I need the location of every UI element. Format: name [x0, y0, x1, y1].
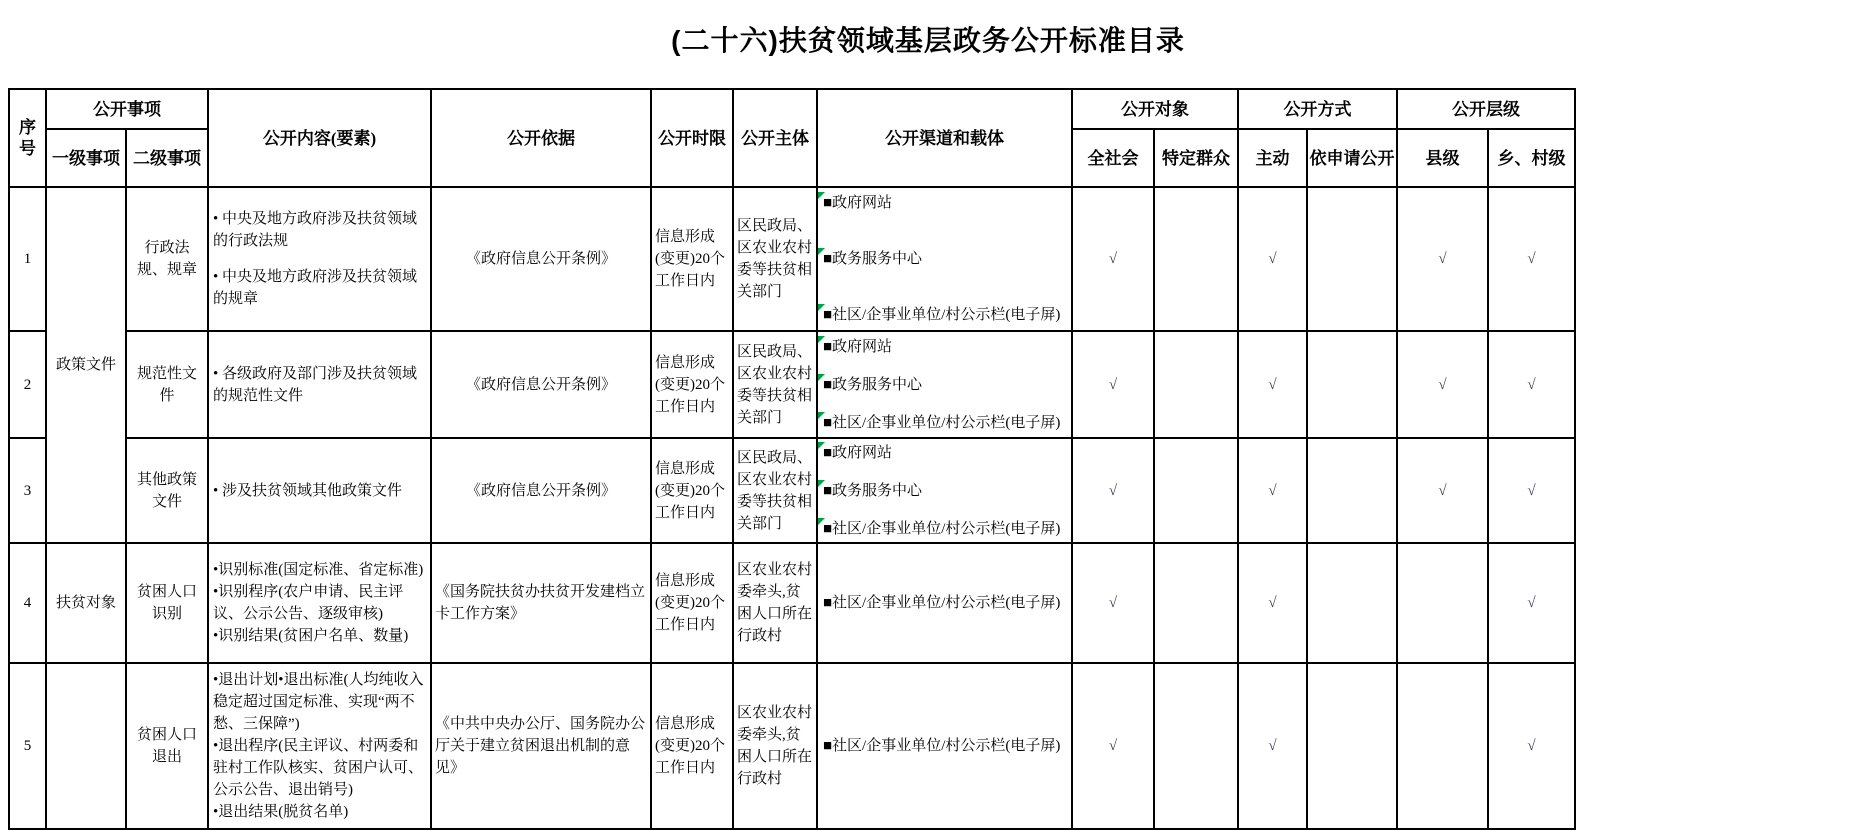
cell-no: 1	[9, 187, 46, 331]
cell-basis: 《政府信息公开条例》	[431, 331, 651, 438]
header-row-groups	[9, 89, 1575, 129]
green-corner-flag	[818, 304, 825, 311]
cell-check-specific	[1154, 187, 1238, 331]
cell-check-on-request	[1307, 331, 1397, 438]
header-no: 序号	[9, 89, 46, 187]
cell-check-county	[1397, 543, 1488, 663]
cell-check-all-society: √	[1072, 187, 1154, 331]
cell-no: 4	[9, 543, 46, 663]
channel-line: ■社区/企事业单位/村公示栏(电子屏)	[821, 518, 1068, 540]
cell-subject: 区民政局、区农业农村委等扶贫相关部门	[733, 187, 817, 331]
header-level-group: 公开层级	[1397, 89, 1575, 129]
cell-check-specific	[1154, 543, 1238, 663]
cell-subject: 区农业农村委牵头,贫困人口所在行政村	[733, 663, 817, 829]
channel-line: ■政务服务中心	[821, 480, 1068, 502]
header-level2: 二级事项	[126, 129, 208, 187]
standards-table	[8, 88, 1576, 830]
cell-check-specific	[1154, 663, 1238, 829]
cell-level1-policy: 政策文件	[46, 187, 126, 543]
cell-channels	[817, 663, 1072, 829]
cell-time-limit: 信息形成(变更)20个工作日内	[651, 663, 733, 829]
cell-check-all-society: √	[1072, 331, 1154, 438]
cell-subject: 区民政局、区农业农村委等扶贫相关部门	[733, 331, 817, 438]
content-bullet: •退出结果(脱贫名单)	[213, 804, 349, 820]
cell-level1-empty	[46, 663, 126, 829]
cell-level2: 规范性文件	[126, 331, 208, 438]
cell-level2: 贫困人口退出	[126, 663, 208, 829]
content-bullet: • 各级政府及部门涉及扶贫领域的规范性文件	[213, 365, 418, 404]
header-matters-group: 公开事项	[46, 89, 208, 129]
cell-channels	[817, 438, 1072, 543]
table-row-2	[9, 331, 1575, 438]
cell-channels	[817, 187, 1072, 331]
cell-check-township: √	[1488, 663, 1575, 829]
cell-check-on-request	[1307, 438, 1397, 543]
green-corner-flag	[818, 518, 825, 525]
channel-line: ■政务服务中心	[821, 248, 1068, 270]
cell-check-county	[1397, 663, 1488, 829]
header-basis: 公开依据	[431, 89, 651, 187]
header-content: 公开内容(要素)	[208, 89, 431, 187]
cell-basis: 《政府信息公开条例》	[431, 187, 651, 331]
channel-line: ■政府网站	[821, 336, 1068, 358]
cell-content	[208, 543, 431, 663]
header-specific-groups: 特定群众	[1154, 129, 1238, 187]
channel-line: ■社区/企事业单位/村公示栏(电子屏)	[821, 304, 1068, 326]
cell-channels	[817, 331, 1072, 438]
content-bullet: •退出程序(民主评议、村两委和驻村工作队核实、贫困户认可、公示公告、退出销号)	[213, 738, 424, 798]
table-row-4	[9, 543, 1575, 663]
cell-check-on-request	[1307, 543, 1397, 663]
cell-no: 3	[9, 438, 46, 543]
cell-time-limit: 信息形成(变更)20个工作日内	[651, 543, 733, 663]
green-corner-flag	[818, 192, 825, 199]
cell-check-all-society: √	[1072, 438, 1154, 543]
cell-check-county: √	[1397, 438, 1488, 543]
cell-subject: 区民政局、区农业农村委等扶贫相关部门	[733, 438, 817, 543]
cell-check-active: √	[1238, 543, 1307, 663]
header-target-group: 公开对象	[1072, 89, 1238, 129]
header-method-group: 公开方式	[1238, 89, 1397, 129]
cell-no: 5	[9, 663, 46, 829]
cell-content	[208, 438, 431, 543]
page-title: (二十六)扶贫领域基层政务公开标准目录	[671, 25, 1185, 56]
cell-level2: 其他政策文件	[126, 438, 208, 543]
header-level1: 一级事项	[46, 129, 126, 187]
cell-check-all-society: √	[1072, 543, 1154, 663]
cell-basis: 《政府信息公开条例》	[431, 438, 651, 543]
cell-content	[208, 187, 431, 331]
cell-check-active: √	[1238, 663, 1307, 829]
green-corner-flag	[818, 480, 825, 487]
header-channels: 公开渠道和载体	[817, 89, 1072, 187]
content-bullet: •退出计划•退出标准(人均纯收入稳定超过国定标准、实现“两不愁、三保障”)	[213, 672, 424, 732]
content-bullet: •识别结果(贫困户名单、数量)	[213, 628, 409, 644]
channel-line: ■社区/企事业单位/村公示栏(电子屏)	[823, 595, 1061, 611]
cell-subject: 区农业农村委牵头,贫困人口所在行政村	[733, 543, 817, 663]
channel-line: ■政务服务中心	[821, 374, 1068, 396]
cell-level1-target: 扶贫对象	[46, 543, 126, 663]
channel-line: ■政府网站	[821, 192, 1068, 214]
cell-check-specific	[1154, 331, 1238, 438]
table-row-1	[9, 187, 1575, 331]
cell-basis: 《国务院扶贫办扶贫开发建档立卡工作方案》	[431, 543, 651, 663]
cell-check-township: √	[1488, 187, 1575, 331]
cell-time-limit: 信息形成(变更)20个工作日内	[651, 187, 733, 331]
table-row-5	[9, 663, 1575, 829]
cell-check-active: √	[1238, 331, 1307, 438]
cell-time-limit: 信息形成(变更)20个工作日内	[651, 331, 733, 438]
cell-check-county: √	[1397, 331, 1488, 438]
header-subject: 公开主体	[733, 89, 817, 187]
cell-level2: 行政法规、规章	[126, 187, 208, 331]
cell-content	[208, 663, 431, 829]
cell-basis: 《中共中央办公厅、国务院办公厅关于建立贫困退出机制的意见》	[431, 663, 651, 829]
header-on-request: 依申请公开	[1307, 129, 1397, 187]
content-bullet: • 中央及地方政府涉及扶贫领域的规章	[213, 269, 418, 307]
green-corner-flag	[818, 412, 825, 419]
cell-channels	[817, 543, 1072, 663]
cell-check-on-request	[1307, 187, 1397, 331]
cell-no: 2	[9, 331, 46, 438]
content-bullet: •识别标准(国定标准、省定标准)	[213, 562, 424, 578]
channel-line: ■社区/企事业单位/村公示栏(电子屏)	[821, 412, 1068, 434]
cell-check-township: √	[1488, 438, 1575, 543]
green-corner-flag	[818, 442, 825, 449]
table-row-3	[9, 438, 1575, 543]
cell-content	[208, 331, 431, 438]
cell-check-on-request	[1307, 663, 1397, 829]
cell-check-township: √	[1488, 331, 1575, 438]
green-corner-flag	[818, 248, 825, 255]
header-active: 主动	[1238, 129, 1307, 187]
header-all-society: 全社会	[1072, 129, 1154, 187]
content-bullet: • 中央及地方政府涉及扶贫领域的行政法规	[213, 211, 418, 249]
green-corner-flag	[818, 336, 825, 343]
cell-check-county: √	[1397, 187, 1488, 331]
content-bullet: • 涉及扶贫领域其他政策文件	[213, 482, 403, 499]
channel-line: ■社区/企事业单位/村公示栏(电子屏)	[823, 738, 1061, 754]
header-township: 乡、村级	[1488, 129, 1575, 187]
channel-line: ■政府网站	[821, 442, 1068, 464]
cell-check-active: √	[1238, 187, 1307, 331]
cell-level2: 贫困人口识别	[126, 543, 208, 663]
cell-check-specific	[1154, 438, 1238, 543]
content-bullet: •识别程序(农户申请、民主评议、公示公告、逐级审核)	[213, 584, 404, 622]
green-corner-flag	[818, 374, 825, 381]
header-county: 县级	[1397, 129, 1488, 187]
header-time-limit: 公开时限	[651, 89, 733, 187]
cell-time-limit: 信息形成(变更)20个工作日内	[651, 438, 733, 543]
cell-check-all-society: √	[1072, 663, 1154, 829]
cell-check-township: √	[1488, 543, 1575, 663]
cell-check-active: √	[1238, 438, 1307, 543]
